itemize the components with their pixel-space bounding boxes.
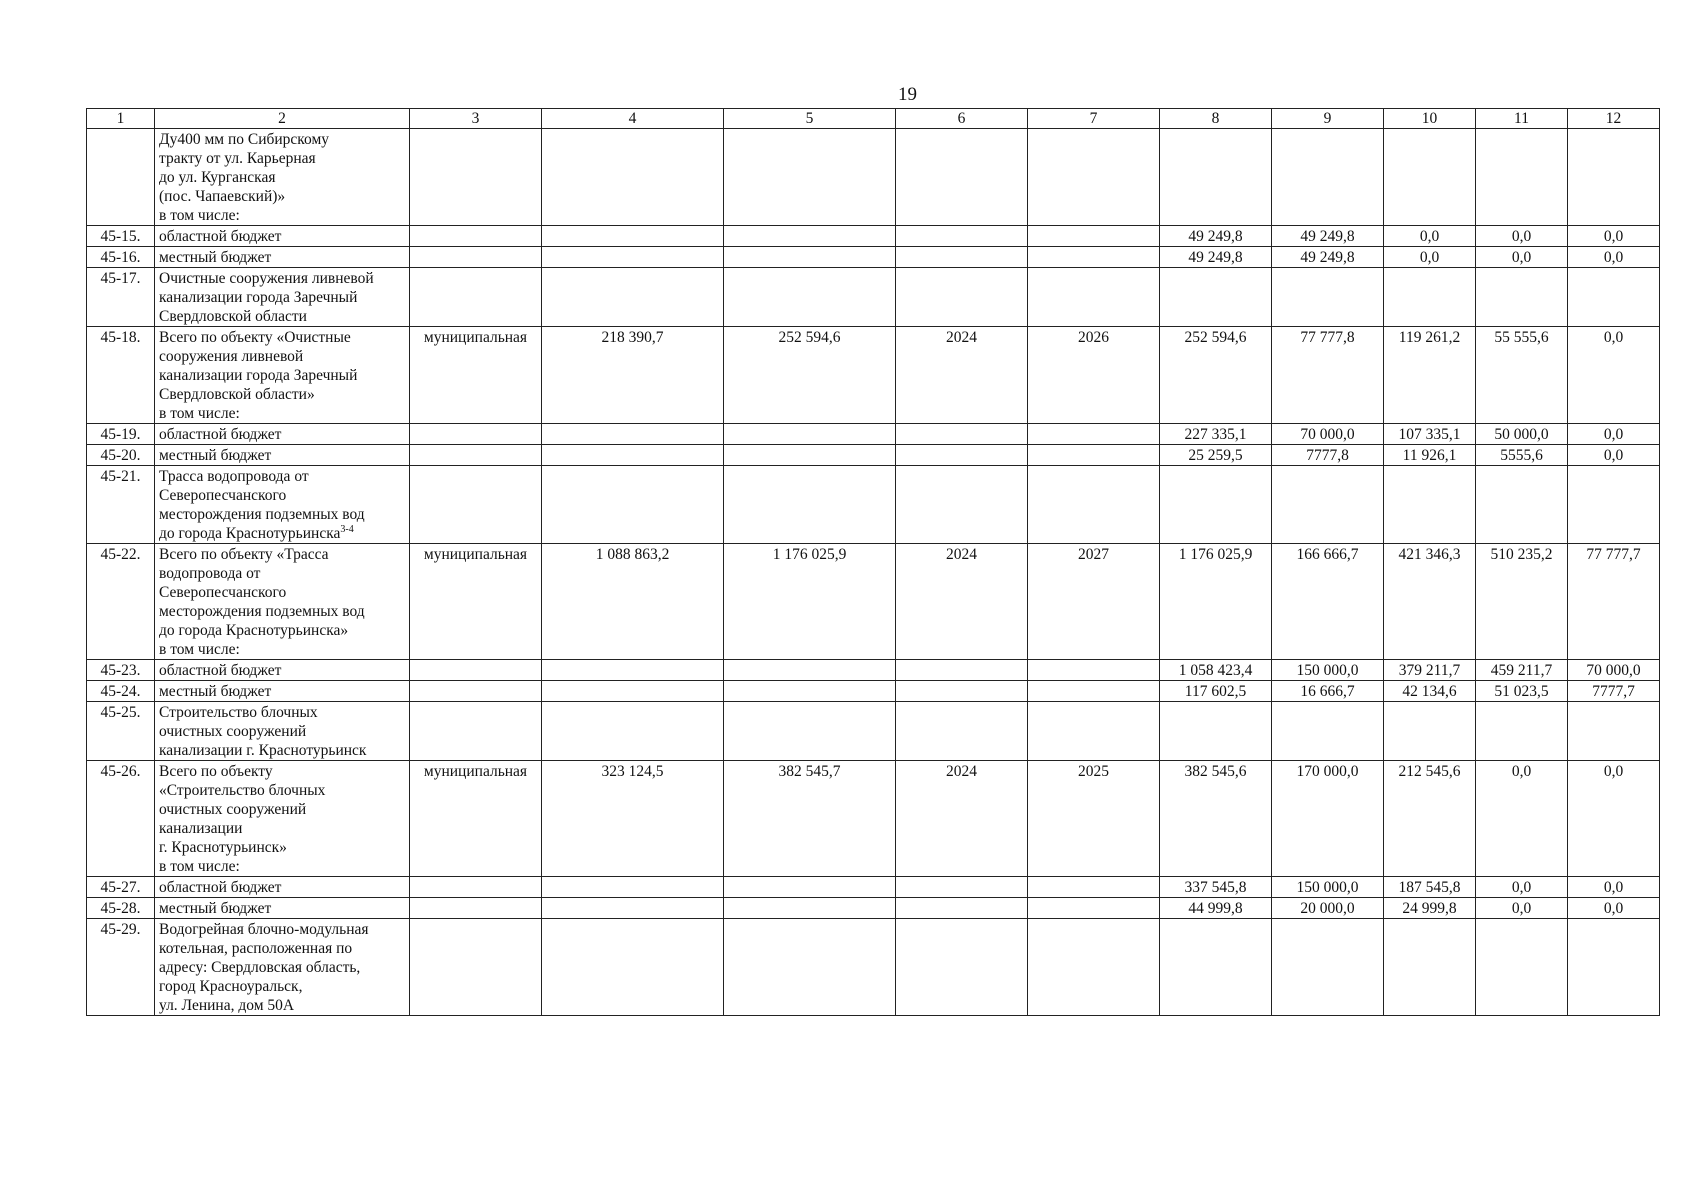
cell-col-4 [542, 898, 724, 919]
cell-col-3 [410, 919, 542, 1016]
object-name-text: Строительство блочных очистных сооружений канализации г. Краснотурьинск [159, 704, 367, 759]
cell-col-6 [896, 702, 1028, 761]
cell-col-8 [1160, 129, 1272, 226]
cell-col-4 [542, 466, 724, 544]
cell-col-3 [410, 898, 542, 919]
object-name [155, 445, 410, 466]
cell-col-9: 150 000,0 [1272, 660, 1384, 681]
cell-col-3 [410, 445, 542, 466]
cell-col-9 [1272, 268, 1384, 327]
row-number: 45-26. [87, 761, 155, 877]
object-name [155, 129, 410, 226]
table-body [87, 129, 1660, 1016]
cell-col-8 [1160, 268, 1272, 327]
cell-col-7 [1028, 877, 1160, 898]
cell-col-3 [410, 268, 542, 327]
cell-col-6 [896, 466, 1028, 544]
table-row [87, 761, 1660, 877]
table-row [87, 544, 1660, 660]
cell-col-7 [1028, 681, 1160, 702]
cell-col-3 [410, 681, 542, 702]
cell-col-12: 0,0 [1568, 424, 1660, 445]
row-number: 45-22. [87, 544, 155, 660]
cell-col-11 [1476, 919, 1568, 1016]
table-row [87, 877, 1660, 898]
column-header: 11 [1476, 109, 1568, 129]
object-name-text: Водогрейная блочно-модульная котельная, расположенная по адресу: Свердловская область, город Красноуральск, ул. Ленина, дом 50А [159, 921, 369, 1014]
cell-col-9: 77 777,8 [1272, 327, 1384, 424]
cell-col-9 [1272, 466, 1384, 544]
cell-col-9: 7777,8 [1272, 445, 1384, 466]
cell-col-5 [724, 268, 896, 327]
cell-col-6 [896, 898, 1028, 919]
budget-table [86, 108, 1660, 1016]
row-number: 45-18. [87, 327, 155, 424]
cell-col-4 [542, 445, 724, 466]
cell-col-5 [724, 247, 896, 268]
cell-col-8: 25 259,5 [1160, 445, 1272, 466]
cell-col-4 [542, 681, 724, 702]
cell-col-4: 218 390,7 [542, 327, 724, 424]
cell-col-11: 459 211,7 [1476, 660, 1568, 681]
object-name [155, 226, 410, 247]
cell-col-3 [410, 877, 542, 898]
cell-col-6: 2024 [896, 544, 1028, 660]
table-row [87, 247, 1660, 268]
cell-col-8: 49 249,8 [1160, 226, 1272, 247]
cell-col-10: 0,0 [1384, 247, 1476, 268]
column-header: 9 [1272, 109, 1384, 129]
cell-col-12: 77 777,7 [1568, 544, 1660, 660]
cell-col-6: 2024 [896, 327, 1028, 424]
cell-col-3 [410, 129, 542, 226]
cell-col-3 [410, 660, 542, 681]
row-number: 45-27. [87, 877, 155, 898]
object-name-text: областной бюджет [159, 426, 282, 443]
cell-col-7 [1028, 660, 1160, 681]
cell-col-10: 11 926,1 [1384, 445, 1476, 466]
column-header: 1 [87, 109, 155, 129]
cell-col-9 [1272, 702, 1384, 761]
cell-col-10: 24 999,8 [1384, 898, 1476, 919]
cell-col-7 [1028, 226, 1160, 247]
row-number: 45-19. [87, 424, 155, 445]
object-name [155, 424, 410, 445]
row-number: 45-16. [87, 247, 155, 268]
cell-col-11: 0,0 [1476, 247, 1568, 268]
object-name [155, 466, 410, 544]
cell-col-10: 0,0 [1384, 226, 1476, 247]
object-name-text: Всего по объекту «Строительство блочных очистных сооружений канализации г. Краснотурьинск» в том числе: [159, 763, 326, 875]
cell-col-12: 0,0 [1568, 327, 1660, 424]
cell-col-6: 2024 [896, 761, 1028, 877]
object-name [155, 327, 410, 424]
cell-col-7 [1028, 247, 1160, 268]
cell-col-11: 51 023,5 [1476, 681, 1568, 702]
cell-col-4 [542, 877, 724, 898]
row-number: 45-21. [87, 466, 155, 544]
cell-col-5 [724, 226, 896, 247]
cell-col-7 [1028, 445, 1160, 466]
cell-col-10: 212 545,6 [1384, 761, 1476, 877]
cell-col-6 [896, 681, 1028, 702]
cell-col-7 [1028, 424, 1160, 445]
cell-col-7 [1028, 129, 1160, 226]
cell-col-12 [1568, 466, 1660, 544]
cell-col-12: 0,0 [1568, 226, 1660, 247]
cell-col-4 [542, 702, 724, 761]
cell-col-9: 20 000,0 [1272, 898, 1384, 919]
cell-col-11: 55 555,6 [1476, 327, 1568, 424]
column-header: 7 [1028, 109, 1160, 129]
object-name-text: местный бюджет [159, 683, 272, 700]
cell-col-12 [1568, 129, 1660, 226]
cell-col-10: 379 211,7 [1384, 660, 1476, 681]
cell-col-5: 382 545,7 [724, 761, 896, 877]
column-header: 2 [155, 109, 410, 129]
cell-col-10: 42 134,6 [1384, 681, 1476, 702]
cell-col-11 [1476, 129, 1568, 226]
cell-col-10 [1384, 466, 1476, 544]
cell-col-10: 119 261,2 [1384, 327, 1476, 424]
cell-col-11: 510 235,2 [1476, 544, 1568, 660]
cell-col-11: 0,0 [1476, 226, 1568, 247]
object-name-text: Очистные сооружения ливневой канализации города Заречный Свердловской области [159, 270, 374, 325]
cell-col-4 [542, 424, 724, 445]
object-name-text: местный бюджет [159, 447, 272, 464]
cell-col-6 [896, 877, 1028, 898]
object-name-text: областной бюджет [159, 662, 282, 679]
cell-col-6 [896, 660, 1028, 681]
cell-col-5: 252 594,6 [724, 327, 896, 424]
table-row [87, 424, 1660, 445]
cell-col-11 [1476, 702, 1568, 761]
cell-col-9: 70 000,0 [1272, 424, 1384, 445]
cell-col-3 [410, 247, 542, 268]
cell-col-5 [724, 702, 896, 761]
object-name-text: областной бюджет [159, 228, 282, 245]
cell-col-7 [1028, 919, 1160, 1016]
row-number: 45-20. [87, 445, 155, 466]
cell-col-11 [1476, 268, 1568, 327]
cell-col-6 [896, 268, 1028, 327]
cell-col-4 [542, 129, 724, 226]
object-name [155, 544, 410, 660]
cell-col-9: 150 000,0 [1272, 877, 1384, 898]
cell-col-3 [410, 424, 542, 445]
cell-col-5 [724, 466, 896, 544]
table-row [87, 226, 1660, 247]
cell-col-10: 107 335,1 [1384, 424, 1476, 445]
object-name [155, 702, 410, 761]
cell-col-8 [1160, 919, 1272, 1016]
cell-col-11 [1476, 466, 1568, 544]
cell-col-6 [896, 247, 1028, 268]
cell-col-10 [1384, 268, 1476, 327]
row-number [87, 129, 155, 226]
cell-col-5 [724, 660, 896, 681]
cell-col-3 [410, 226, 542, 247]
cell-col-6 [896, 919, 1028, 1016]
cell-col-12: 0,0 [1568, 247, 1660, 268]
cell-col-3 [410, 702, 542, 761]
cell-col-3 [410, 466, 542, 544]
cell-col-9: 170 000,0 [1272, 761, 1384, 877]
table-row [87, 898, 1660, 919]
object-name-text: местный бюджет [159, 249, 272, 266]
cell-col-4 [542, 919, 724, 1016]
cell-col-6 [896, 129, 1028, 226]
cell-col-10 [1384, 919, 1476, 1016]
cell-col-8: 227 335,1 [1160, 424, 1272, 445]
table-row [87, 919, 1660, 1016]
page-number: 19 [898, 84, 917, 105]
cell-col-7: 2025 [1028, 761, 1160, 877]
cell-col-12: 70 000,0 [1568, 660, 1660, 681]
row-number: 45-24. [87, 681, 155, 702]
cell-col-12: 0,0 [1568, 898, 1660, 919]
row-number: 45-29. [87, 919, 155, 1016]
cell-col-11: 50 000,0 [1476, 424, 1568, 445]
cell-col-9: 49 249,8 [1272, 226, 1384, 247]
cell-col-8: 1 176 025,9 [1160, 544, 1272, 660]
cell-col-8: 337 545,8 [1160, 877, 1272, 898]
row-number: 45-28. [87, 898, 155, 919]
object-name-text: Всего по объекту «Трасса водопровода от Северопесчанского месторождения подземных вод до города Краснотурьинска» в том числе: [159, 546, 365, 658]
cell-col-4 [542, 226, 724, 247]
row-number: 45-15. [87, 226, 155, 247]
cell-col-3: муниципальная [410, 761, 542, 877]
object-name [155, 761, 410, 877]
cell-col-5 [724, 424, 896, 445]
row-number: 45-25. [87, 702, 155, 761]
cell-col-5: 1 176 025,9 [724, 544, 896, 660]
column-header: 6 [896, 109, 1028, 129]
column-header: 5 [724, 109, 896, 129]
table-row [87, 660, 1660, 681]
cell-col-12: 0,0 [1568, 445, 1660, 466]
cell-col-9 [1272, 129, 1384, 226]
cell-col-10 [1384, 702, 1476, 761]
cell-col-7: 2026 [1028, 327, 1160, 424]
table-row [87, 681, 1660, 702]
cell-col-8 [1160, 466, 1272, 544]
cell-col-8: 44 999,8 [1160, 898, 1272, 919]
cell-col-9: 49 249,8 [1272, 247, 1384, 268]
cell-col-5 [724, 919, 896, 1016]
object-name-text: местный бюджет [159, 900, 272, 917]
cell-col-8: 49 249,8 [1160, 247, 1272, 268]
column-header: 8 [1160, 109, 1272, 129]
cell-col-4: 323 124,5 [542, 761, 724, 877]
cell-col-10: 421 346,3 [1384, 544, 1476, 660]
table-row [87, 327, 1660, 424]
table-row [87, 445, 1660, 466]
cell-col-9: 166 666,7 [1272, 544, 1384, 660]
object-name-text: Всего по объекту «Очистные сооружения ливневой канализации города Заречный Свердловской области» в том числе: [159, 329, 358, 422]
object-name [155, 898, 410, 919]
cell-col-5 [724, 129, 896, 226]
cell-col-6 [896, 445, 1028, 466]
cell-col-7 [1028, 466, 1160, 544]
cell-col-12 [1568, 702, 1660, 761]
cell-col-5 [724, 898, 896, 919]
cell-col-5 [724, 877, 896, 898]
cell-col-11: 0,0 [1476, 877, 1568, 898]
object-name-text: Ду400 мм по Сибирскому тракту от ул. Карьерная до ул. Курганская (пос. Чапаевский)» в том числе: [159, 131, 330, 224]
cell-col-3: муниципальная [410, 327, 542, 424]
cell-col-9: 16 666,7 [1272, 681, 1384, 702]
cell-col-4 [542, 247, 724, 268]
cell-col-10 [1384, 129, 1476, 226]
cell-col-12 [1568, 919, 1660, 1016]
cell-col-6 [896, 226, 1028, 247]
object-name-text: Трасса водопровода от Северопесчанского месторождения подземных вод до города Краснотурьинска [159, 468, 365, 542]
object-name [155, 247, 410, 268]
object-name [155, 660, 410, 681]
cell-col-8: 117 602,5 [1160, 681, 1272, 702]
cell-col-12 [1568, 268, 1660, 327]
cell-col-8: 252 594,6 [1160, 327, 1272, 424]
column-header: 12 [1568, 109, 1660, 129]
cell-col-7: 2027 [1028, 544, 1160, 660]
cell-col-7 [1028, 268, 1160, 327]
cell-col-8 [1160, 702, 1272, 761]
cell-col-11: 5555,6 [1476, 445, 1568, 466]
object-name [155, 877, 410, 898]
cell-col-6 [896, 424, 1028, 445]
object-name [155, 919, 410, 1016]
table-row [87, 466, 1660, 544]
cell-col-5 [724, 445, 896, 466]
cell-col-7 [1028, 898, 1160, 919]
object-name [155, 681, 410, 702]
column-number-row [87, 109, 1660, 129]
cell-col-10: 187 545,8 [1384, 877, 1476, 898]
column-header: 10 [1384, 109, 1476, 129]
cell-col-7 [1028, 702, 1160, 761]
cell-col-4 [542, 268, 724, 327]
cell-col-4: 1 088 863,2 [542, 544, 724, 660]
table-row [87, 129, 1660, 226]
column-header: 3 [410, 109, 542, 129]
footnote-ref: 3-4 [340, 523, 354, 535]
row-number: 45-17. [87, 268, 155, 327]
cell-col-5 [724, 681, 896, 702]
column-header: 4 [542, 109, 724, 129]
cell-col-12: 0,0 [1568, 877, 1660, 898]
cell-col-8: 382 545,6 [1160, 761, 1272, 877]
cell-col-12: 0,0 [1568, 761, 1660, 877]
cell-col-3: муниципальная [410, 544, 542, 660]
table-row [87, 702, 1660, 761]
object-name-text: областной бюджет [159, 879, 282, 896]
cell-col-11: 0,0 [1476, 761, 1568, 877]
cell-col-9 [1272, 919, 1384, 1016]
row-number: 45-23. [87, 660, 155, 681]
cell-col-8: 1 058 423,4 [1160, 660, 1272, 681]
cell-col-11: 0,0 [1476, 898, 1568, 919]
cell-col-4 [542, 660, 724, 681]
object-name [155, 268, 410, 327]
cell-col-12: 7777,7 [1568, 681, 1660, 702]
table-row [87, 268, 1660, 327]
